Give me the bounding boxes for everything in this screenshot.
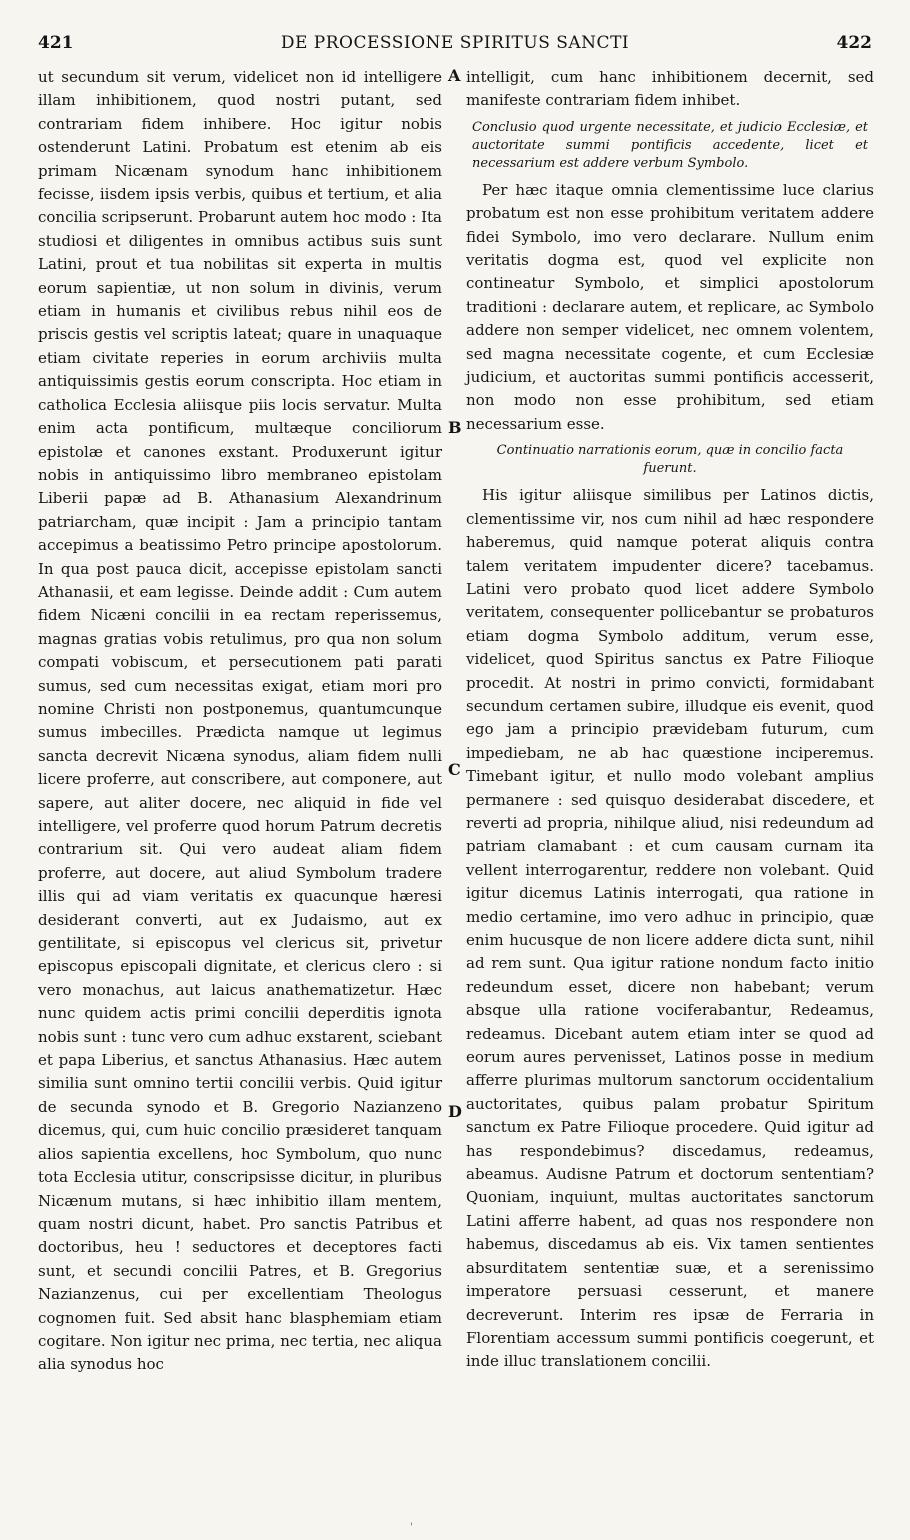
right-paragraph-continuatio: His igitur aliisque similibus per Latinos dictis, clementissime vir, nos cum nihil ad hæc respondere haberemus, quid namque poterat aliquis contra talem veritatem impudenter dicere? tacebamus. Latini vero probato quod licet addere Symbolo veritatem, consequenter pollicebantur se probaturos etiam dogma Symbolo additum, verum esse, videlicet, quod Spiritus sanctus ex Patre Filioque procedit. At nostri in primo convicti, formidabant secundum certamen subire, illudque eis evenit, quod ego jam a principio prævidebam futurum, cum impediebam, ne ab hac quæstione inciperemus. Timebant igitur, et nullo modo volebant amplius permanere : sed quisquo desiderabat discedere, et reverti ad propria, nihilque aliud, nisi redeundum ad patriam clamabant : et cum causam curnam ita vellent interrogarentur, reddere non volebant. Quid igitur dicemus Latinis interrogati, qua ratione in medio certamine, imo vero adhuc in principio, quæ enim hucusque de non licere addere dicta sunt, nihil ad rem sunt. Qua igitur ratione nondum facto initio redeundum esset, dicere non habebant; verum absque ulla ratione vociferabantur, Redeamus, redeamus. Dicebant autem etiam inter se quod ad eorum aures pervenisset, Latinos posse in medium afferre plurimas multorum sanctorum occidentalium auctoritates, quibus palam probatur Spiritum sanctum ex Patre Filioque procedere. Quid igitur ad has respondebimus? discedamus, redeamus, abeamus. Audisne Patrum et doctorum sententiam? Quoniam, inquiunt, multas auctoritates sanctorum Latini afferre habent, ad quas nos respondere non habemus, discedamus ab eis. Vix tamen sentientes absurditatem sententiæ suæ, et a serenissimo imperatore persuasi cesserunt, et manere decreverunt. Interim res ipsæ de Ferraria in Florentiam accessum summi pontificis coegerunt, et inde illuc translationem concilii. bbox=[466, 486, 874, 1371]
section-heading-continuatio: Continuatio narrationis eorum, quæ in concilio facta fuerunt. bbox=[496, 443, 844, 477]
running-header bbox=[38, 33, 872, 63]
running-title: DE PROCESSIONE SPIRITUS SANCTI bbox=[280, 33, 630, 53]
margin-marker-a: A bbox=[448, 66, 461, 85]
right-paragraph-continued: intelligit, cum hanc inhibitionem decernit, sed manifeste contrariam fidem inhibet. bbox=[466, 68, 874, 110]
page-number-left: 421 bbox=[38, 33, 74, 53]
margin-marker-c: C bbox=[448, 760, 461, 779]
footer-mark: ' bbox=[410, 1522, 413, 1533]
section-heading-conclusio: Conclusio quod urgente necessitate, et judicio Ecclesiæ, et auctoritate summi pontificis accedente, licet et necessarium est addere verbum Symbolo. bbox=[472, 119, 868, 171]
right-paragraph-conclusio: Per hæc itaque omnia clementissime luce clarius probatum est non esse prohibitum veritatem addere fidei Symbolo, imo vero declarare. Nullum enim veritatis dogma est, quod vel explicite non contineatur Symbolo, et simplici apostolorum traditioni : declarare autem, et replicare, ac Symbolo addere non semper videlicet, nec omnem volentem, sed magna necessitate cogente, et cum Ecclesiæ judicium, et auctoritas summi pontificis accesserit, non modo non esse prohibitum, sed etiam necessarium esse. bbox=[466, 180, 874, 433]
margin-marker-d: D bbox=[448, 1102, 462, 1121]
right-column bbox=[466, 66, 874, 1374]
margin-marker-b: B bbox=[448, 418, 462, 437]
left-column bbox=[38, 66, 442, 1377]
left-paragraph: ut secundum sit verum, videlicet non id intelligere illam inhibitionem, quod nostri putant, sed contrariam fidem inhibere. Hoc igitur nobis ostenderunt Latini. Probatum est etenim ab eis primam Nicænam synodum hanc inhibitionem fecisse, iisdem ipsis verbis, quibus et tertium, et alia concilia scripserunt. Probarunt autem hoc modo : Ita studiosi et diligentes in omnibus actibus suis sunt Latini, prout et tua nobilitas sit experta in multis eorum sapientiæ, ut non solum in divinis, verum etiam in humanis et civilibus rebus nihil eos de priscis gestis vel scriptis lateat; quare in unaquaque etiam civitate reperies in eorum archiviis multa antiquissimis gestis eorum conscripta. Hoc etiam in catholica Ecclesia aliisque piis locis servatur. Multa enim acta pontificum, multæque conciliorum epistolæ et canones exstant. Produxerunt igitur nobis in antiquissimo libro membraneo epistolam Liberii papæ ad B. Athanasium Alexandrinum patriarcham, quæ incipit : Jam a principio tantam accepimus a beatissimo Petro principe apostolorum. In qua post pauca dicit, accepisse epistolam sancti Athanasii, et eam legisse. Deinde addit : Cum autem fidem Nicæni concilii in ea rectam reperissemus, magnas gratias vobis retulimus, pro qua non solum compati vobiscum, et persecutionem pati parati sumus, sed cum necessitas exigat, etiam mori pro nomine Christi non postponemus, quantumcunque sumus imbecilles. Prædicta namque ut legimus sancta decrevit Nicæna synodus, aliam fidem nulli licere proferre, aut conscribere, aut componere, aut sapere, aut aliter docere, nec aliquid in fide vel intelligere, vel proferre quod horum Patrum decretis contrarium sit. Qui vero audeat aliam fidem proferre, aut docere, aut aliud Symbolum tradere illis qui ad viam veritatis ex quacunque hæresi desiderant converti, aut ex Judaismo, aut ex gentilitate, si episcopus vel clericus sit, privetur episcopus episcopali dignitate, et clericus clero : si vero monachus, aut laicus anathematizetur. Hæc nunc quidem actis primi concilii deperditis ignota nobis sunt : tunc vero cum adhuc exstarent, sciebant et papa Liberius, et sanctus Athanasius. Hæc autem similia sunt omnino tertii concilii verbis. Quid igitur de secunda synodo et B. Gregorio Nazianzeno dicemus, qui, cum huic concilio præsideret tanquam alios sapientia excellens, hoc Symbolum, quo nunc tota Ecclesia utitur, conscripsisse dicitur, in pluribus Nicænum mutans, si hæc inhibitio illam mentem, quam nostri dicunt, habet. Pro sanctis Patribus et doctoribus, heu ! seductores et deceptores facti sunt, et secundi concilii Patres, et B. Gregorius Nazianzenus, cui per excellentiam Theologus cognomen fuit. Sed absit hanc blasphemiam etiam cogitare. Non igitur nec prima, nec tertia, nec aliqua alia synodus hoc bbox=[38, 68, 442, 1374]
page-number-right: 422 bbox=[836, 33, 872, 53]
